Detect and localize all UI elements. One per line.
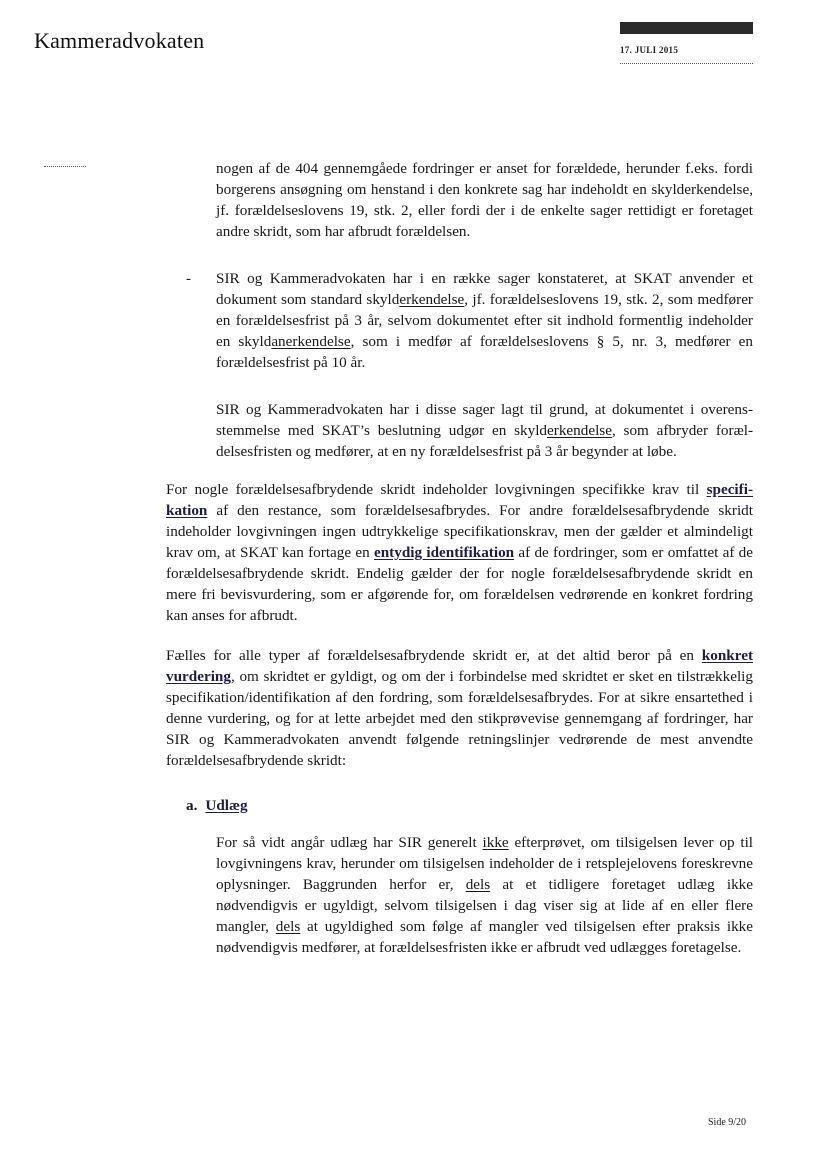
text-run: , som afbryder forældelsesfristen og medfører, at en ny forældelsesfrist på 3 år begynder at løbe. [216,422,753,460]
underlined-term: dels [275,918,301,935]
section-letter: a. [186,797,198,814]
text-run: , om skridtet er gyldigt, og om der i forbindelse med skridtet er sket en tilstrækkelig specifikation/identifikation af den fordring, som forældelsesafbrydes. For at sikre ensartethed i denne vurdering, og for at lette arbejdet med den stikprøvevise gennemgang af fordringer, har SIR og Kammeradvokaten anvendt følgende retningslinjer vedrørende de mest anvendte forældelsesafbrydende skridt: [166,668,753,769]
emphasized-term: entydig identifikation [373,544,515,561]
header-dotted-rule [620,63,753,64]
text-run: at et tidligere foretaget udlæg ikke nødvendigvis er ugyldigt, selvom tilsigelsen i dag viser sig at lide af en eller flere mangler, [216,876,753,935]
emphasized-term: specifikation [166,481,753,519]
underlined-term: erkendelse [547,422,612,439]
paragraph-specification [166,479,753,626]
text-run: af den restance, som forældelsesafbrydes. For andre forældelsesafbrydende skridt indeholder lovgivningen ingen udtrykkelige specifikationskrav, men der gælder et almindeligt krav om, at SKAT kan fortage en [166,502,753,561]
bullet-subparagraph [216,399,753,462]
header-bar [620,22,753,34]
text-run: at ugyldighed som følge af mangler ved tilsigelsen efter praksis ikke nødvendigvis medfører, at forældelsesfristen ikke er afbrudt ved udlægges foretagelse. [216,918,754,956]
emphasized-term: konkret vurdering [166,647,753,685]
underlined-term: dels [465,876,491,893]
text-run: nogen af de 404 gennemgåede fordringer er anset for forældede, herunder f.eks. fordi borgerens ansøgning om henstand i den konkrete sag har indeholdt en skylderkendelse, jf. forældelseslovens 19, stk. 2, eller fordi der i de enkelte sager rettidigt er foretaget andre skridt, som har afbrudt forældelsen. [216,160,753,240]
header-date: 17. JULI 2015 [620,45,679,55]
section-title: Udlæg [205,797,248,814]
margin-dotted-rule [44,166,86,167]
paragraph-udlaeg [216,832,753,958]
paragraph-continued [216,158,753,242]
text-run: For så vidt angår udlæg har SIR generelt [216,834,483,851]
text-run: af de fordringer, som er omfattet af de forældelsesafbrydende skridt. Endelig gælder der for nogle forældelsesafbrydende skridt en mere fri bevisvurdering, som er afgørende for, om forældelsen vedrørende en konkret fordring kan anses for afbrudt. [166,544,753,624]
text-run: efterprøvet, om tilsigelsen lever op til lovgivningens krav, herunder om tilsigelsen indeholder de i retsplejelovens foreskrevne oplysninger. Baggrunden herfor er, [216,834,754,893]
text-run: , som i medfør af forældelseslovens § 5, nr. 3, medfører en forældelsesfrist på 10 år. [216,333,753,371]
text-run: SIR og Kammeradvokaten har i en række sager konstateret, at SKAT anvender et dokument som standard skyld [216,270,753,308]
page-number: Side 9/20 [708,1117,747,1128]
underlined-term: anerkendelse [271,333,351,350]
bullet-marker: - [186,271,191,287]
text-run: , jf. forældelseslovens 19, stk. 2, som medfører en forældelsesfrist på 3 år, selvom dokumentet efter sit indhold formentlig indeholder en skyld [216,291,753,350]
bullet-paragraph [216,268,753,373]
text-run: SIR og Kammeradvokaten har i disse sager lagt til grund, at dokumentet i overensstemmelse med SKAT’s beslutning udgør en skyld [216,401,753,439]
text-run: Fælles for alle typer af forældelsesafbrydende skridt er, at det altid beror på en [166,647,702,664]
text-run: For nogle forældelsesafbrydende skridt indeholder lovgivningen specifikke krav til [166,481,707,498]
section-heading [186,795,248,816]
logo-text: Kammeradvokaten [34,28,205,53]
underlined-term: ikke [482,834,509,851]
underlined-term: erkendelse [399,291,465,308]
paragraph-concrete-assessment [166,645,753,771]
